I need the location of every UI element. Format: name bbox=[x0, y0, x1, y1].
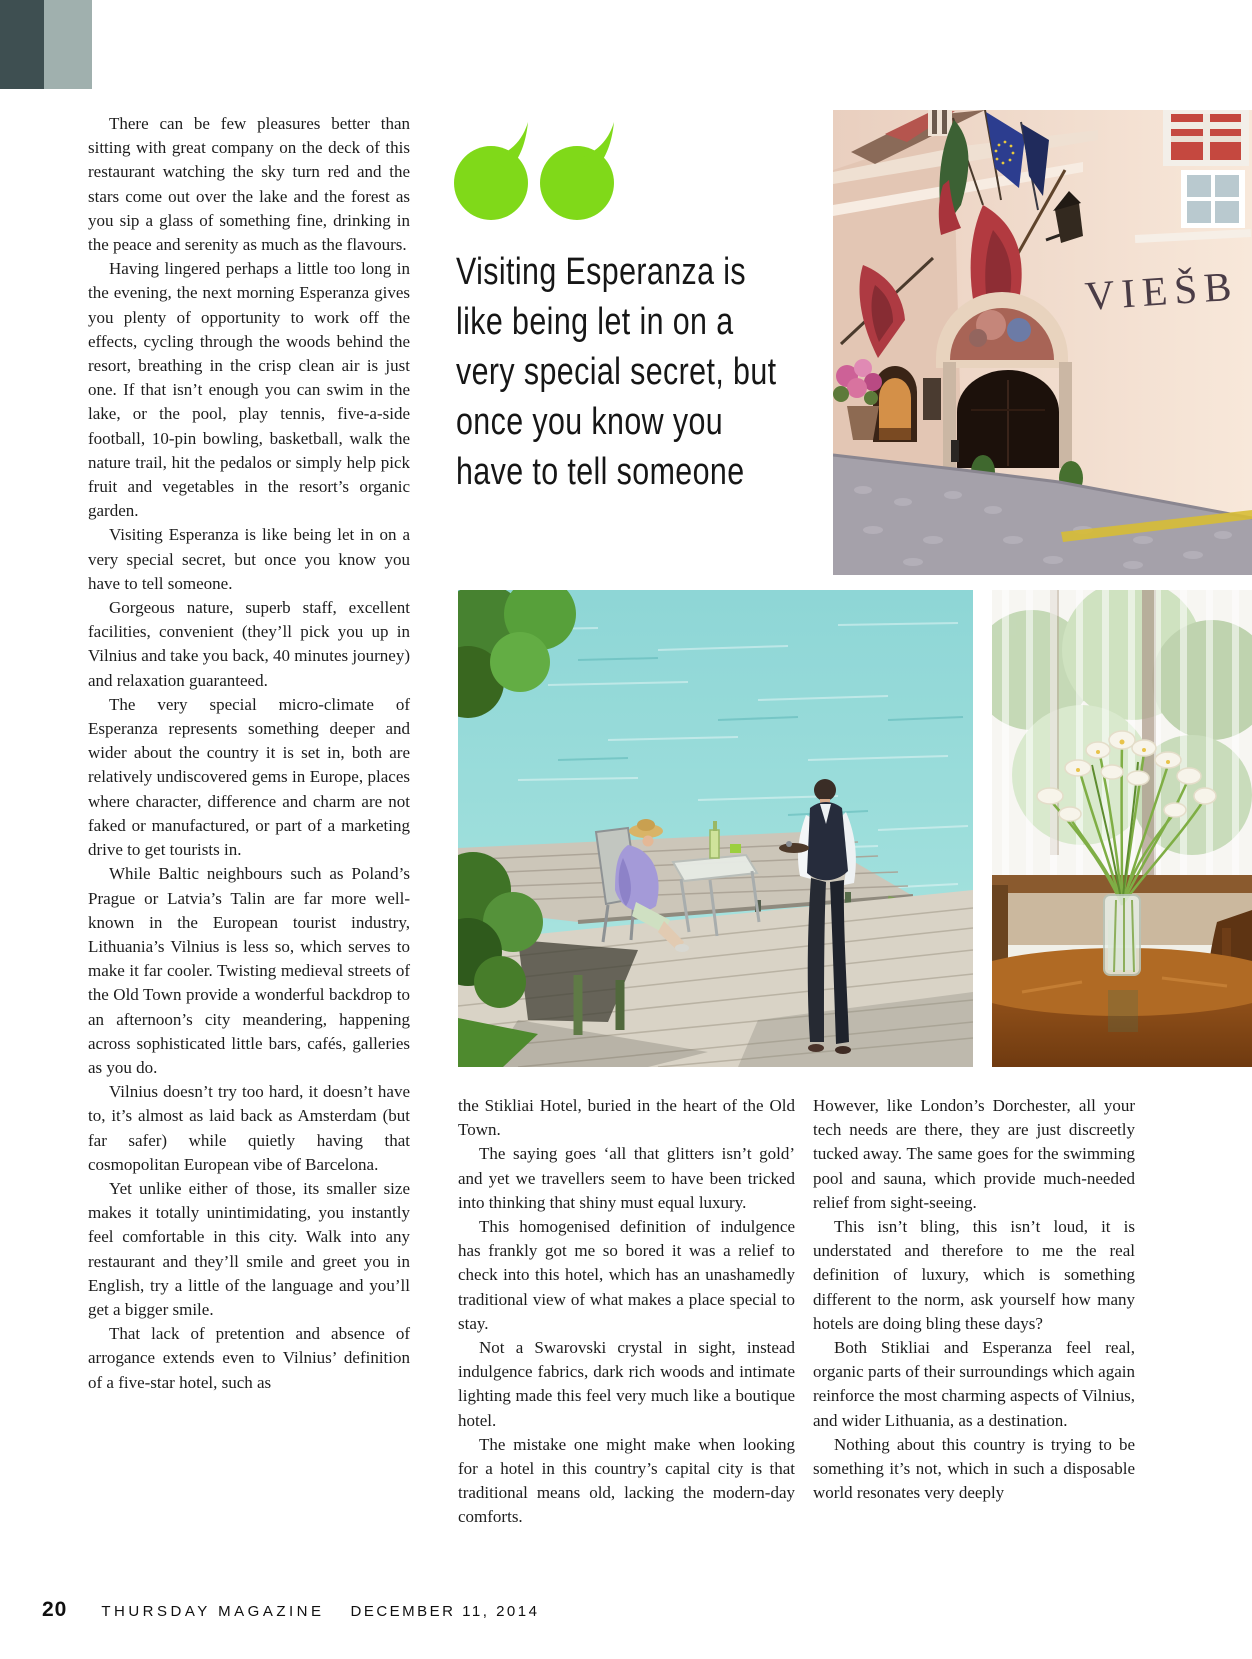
article-right-column bbox=[813, 1094, 1135, 1505]
corner-square-light bbox=[44, 0, 92, 89]
interior-illustration bbox=[992, 590, 1252, 1067]
article-left-column bbox=[88, 112, 410, 1395]
paragraph: The very special micro-climate of Esperanza represents something deeper and wider about the country it is set in, both are relatively undiscovered gems in Europe, places where character, difference and charm are not faked or manufactured, or part of a marketing drive to get tourists in. bbox=[88, 694, 410, 860]
paragraph: Having lingered perhaps a little too long in the evening, the next morning Esperanza gives you plenty of opportunity to work off the effects, cycling through the woods behind the resort, breathing in the crisp clean air is just one. If that isn’t enough you can swim in the lake, or the pool, play tennis, five-a-side football, 10-pin bowling, basketball, walk the nature trail, hit the pedalos or simply help pick fruit and vegetables in the resort’s organic garden. bbox=[88, 259, 410, 521]
paragraph: There can be few pleasures better than sitting with great company on the deck of this restaurant watching the sky turn red and the stars come out over the lake and the forest as you sip a glass of something fine, drinking in the peace and serenity as much as the flavours. bbox=[88, 114, 410, 255]
paragraph: The saying goes ‘all that glitters isn’t gold’ and yet we travellers seem to have been tricked into thinking that shiny must equal luxury. bbox=[458, 1144, 795, 1212]
pull-quote-line: Visiting Esperanza is bbox=[456, 251, 747, 293]
hotel-facade-illustration bbox=[833, 110, 1252, 575]
paragraph: the Stikliai Hotel, buried in the heart of the Old Town. bbox=[458, 1096, 795, 1140]
photo-hotel-facade bbox=[833, 110, 1252, 575]
page-footer bbox=[42, 1598, 539, 1622]
paragraph: The mistake one might make when looking for a hotel in this country’s capital city is that traditional means old, lacking the modern-day comforts. bbox=[458, 1434, 795, 1527]
paragraph: Gorgeous nature, superb staff, excellent facilities, convenient (they’ll pick you up in Vilnius and take you back, 40 minutes journey) and relaxation guaranteed. bbox=[88, 598, 410, 690]
hotel-sign-text: VIEŠB bbox=[1083, 262, 1240, 319]
paragraph: However, like London’s Dorchester, all your tech needs are there, they are just discreetly tucked away. The same goes for the swimming pool and sauna, which provide much-needed relief from sight-seeing. bbox=[813, 1096, 1135, 1212]
lake-deck-illustration bbox=[458, 590, 973, 1067]
article-middle-column bbox=[458, 1094, 795, 1530]
pull-quote-line: very special secret, but bbox=[456, 351, 777, 393]
quote-mark-left-icon bbox=[454, 120, 532, 222]
issue-date: DECEMBER 11, 2014 bbox=[350, 1603, 540, 1620]
paragraph: Yet unlike either of those, its smaller size makes it totally unintimidating, you instantly feel comfortable in this city. Walk into any restaurant and they’ll smile and greet you in English, try a little of the language and you’ll get a bigger smile. bbox=[88, 1178, 410, 1319]
paragraph: Nothing about this country is trying to be something it’s not, which in such a disposable world resonates very deeply bbox=[813, 1434, 1135, 1503]
pull-quote bbox=[456, 247, 801, 497]
quotation-marks-icon bbox=[454, 120, 624, 224]
paragraph: Both Stikliai and Esperanza feel real, organic parts of their surroundings which again reinforce the most charming aspects of Vilnius, and wider Lithuania, as a destination. bbox=[813, 1338, 1135, 1430]
photo-lake-deck bbox=[458, 590, 973, 1067]
paragraph: That lack of pretention and absence of arrogance extends even to Vilnius’ definition of a five-star hotel, such as bbox=[88, 1324, 410, 1392]
page-number: 20 bbox=[42, 1598, 68, 1621]
paragraph: Vilnius doesn’t try too hard, it doesn’t have to, it’s almost as laid back as Amsterdam (but far safer) while quietly having that cosmopolitan European vibe of Barcelona. bbox=[88, 1082, 410, 1174]
paragraph: While Baltic neighbours such as Poland’s Prague or Latvia’s Talin are far more well-known in the European tourist industry, Lithuania’s Vilnius is less so, which serves to make it far cooler. Twisting medieval streets of the Old Town provide a wonderful backdrop to an afternoon’s city meandering, happening across sophisticated little bars, cafés, galleries as you do. bbox=[88, 864, 410, 1077]
pull-quote-line: have to tell someone bbox=[456, 451, 745, 493]
pull-quote-line: like being let in on a bbox=[456, 301, 734, 343]
paragraph: Not a Swarovski crystal in sight, instead indulgence fabrics, dark rich woods and intimate lighting made this feel very much like a boutique hotel. bbox=[458, 1338, 795, 1430]
quote-mark-right-icon bbox=[540, 120, 618, 222]
corner-square-dark bbox=[0, 0, 44, 89]
magazine-name: THURSDAY MAGAZINE bbox=[101, 1603, 325, 1620]
pull-quote-line: once you know you bbox=[456, 401, 724, 443]
paragraph: Visiting Esperanza is like being let in on a very special secret, but once you know you have to tell someone. bbox=[88, 525, 410, 593]
paragraph: This homogenised definition of indulgence has frankly got me so bored it was a relief to check into this hotel, which has an unashamedly traditional view of what makes a place special to stay. bbox=[458, 1217, 795, 1333]
photo-interior-flowers bbox=[992, 590, 1252, 1067]
paragraph: This isn’t bling, this isn’t loud, it is understated and therefore to me the real definition of luxury, which is something different to the norm, ask yourself how many hotels are doing bling these days? bbox=[813, 1217, 1135, 1333]
